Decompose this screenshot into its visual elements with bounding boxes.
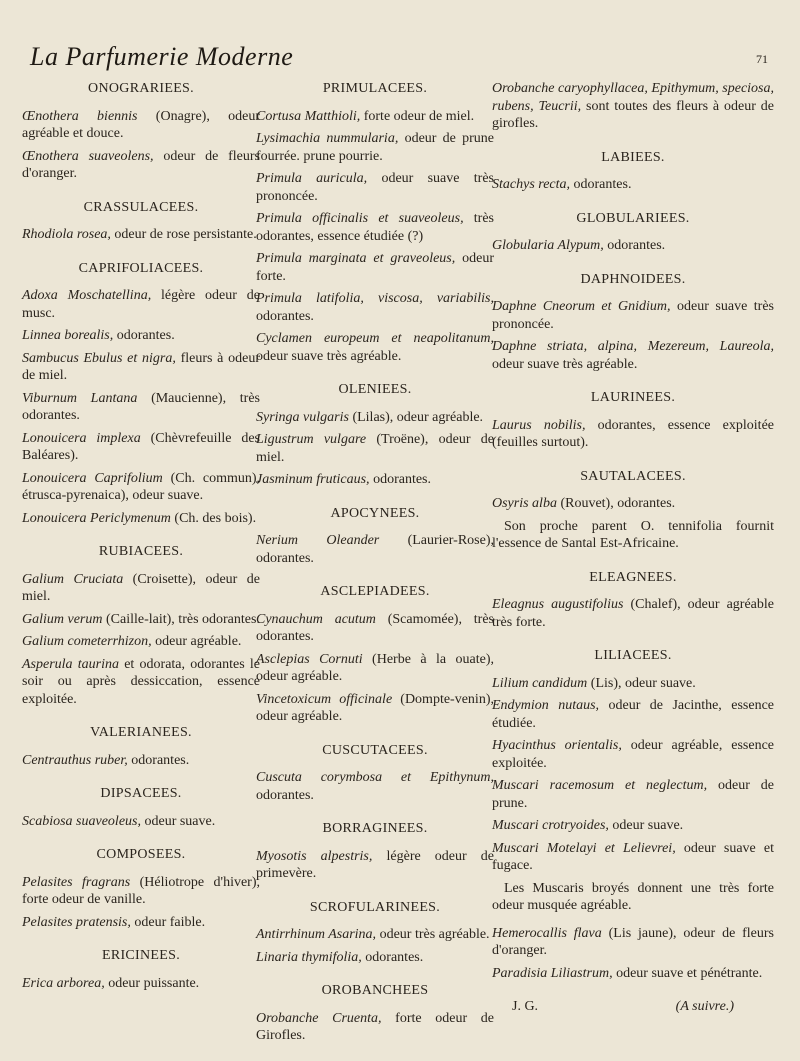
species-name: Syringa vulgaris <box>256 409 349 425</box>
family-heading: SAUTALACEES. <box>580 468 686 484</box>
species-description: odeur puissante. <box>104 975 200 991</box>
family-heading: OROBANCHEES <box>321 983 429 998</box>
family-heading: APOCYNEES. <box>330 505 420 521</box>
species-description: odeur suave très agréable. <box>492 356 638 372</box>
species-name: Cyclamen europeum et neapolitanum, <box>256 331 494 346</box>
species-name: Œnothera suaveolens, <box>22 148 154 164</box>
species-name: Orobanche Cruenta, <box>256 1010 382 1026</box>
family-heading: RUBIACEES. <box>98 544 184 559</box>
plant-entry <box>256 250 494 285</box>
species-description: légère odeur de musc. <box>22 288 260 321</box>
note-paragraph: Les Muscaris broyés donnent une très forte odeur musquée agréable. <box>492 880 774 913</box>
species-description: (Ch. des bois). <box>170 510 257 526</box>
family-section <box>256 899 494 967</box>
family-section <box>492 210 774 255</box>
species-name: Muscari racemosum et neglectum, <box>492 778 708 793</box>
family-heading: GLOBULARIEES. <box>576 210 690 226</box>
species-description: odeur agréable. <box>151 634 242 649</box>
plant-entry <box>492 298 774 333</box>
species-description: (Caille-lait), très odorantes. <box>102 611 260 627</box>
family-heading: DAPHNOIDEES. <box>580 271 686 287</box>
species-name: Primula auricula, <box>256 171 368 186</box>
family-heading: VALERIANEES. <box>90 725 192 740</box>
plant-entry <box>22 633 260 651</box>
species-description: odorantes. <box>570 177 632 192</box>
note-paragraph: Son proche parent O. tennifolia fournit l'essence de Santal Est-Africaine. <box>492 518 774 551</box>
species-name: Lilium candidum <box>492 675 588 691</box>
plant-entry <box>256 532 494 567</box>
plant-entry <box>22 327 260 345</box>
plant-entry <box>256 848 494 883</box>
family-heading: CAPRIFOLIACEES. <box>78 260 204 276</box>
species-description: (Lis), odeur suave. <box>587 675 696 691</box>
species-name: Linaria thymifolia, <box>256 949 362 965</box>
plant-entry <box>492 495 774 513</box>
to-be-continued: (A suivre.) <box>675 999 734 1014</box>
plant-entry <box>22 571 260 606</box>
family-heading: COMPOSEES. <box>96 847 186 862</box>
species-name: Viburnum Lantana <box>22 390 138 406</box>
species-description: forte odeur de Girofles. <box>256 1010 494 1043</box>
family-heading: ONOGRARIEES. <box>88 81 194 96</box>
family-section <box>256 982 494 1045</box>
plant-entry <box>22 813 260 831</box>
family-heading: SCROFULARINEES. <box>309 899 441 915</box>
plant-entry <box>492 237 774 255</box>
plant-entry <box>256 611 494 646</box>
family-heading: CRASSULACEES. <box>83 199 199 215</box>
species-name: Daphne striata, alpina, Mezereum, Laureola, <box>492 339 774 354</box>
species-description: (Rouvet), odorantes. <box>556 496 676 511</box>
species-description: odeur forte. <box>256 251 494 284</box>
plant-entry <box>22 108 260 143</box>
plant-entry <box>256 949 494 967</box>
species-description: (Herbe à la ouate), odeur agréable. <box>256 651 494 684</box>
family-section <box>22 199 260 244</box>
plant-entry <box>492 697 774 732</box>
plant-entry <box>256 926 494 944</box>
species-description: (Chalef), odeur agréable très forte. <box>492 597 774 630</box>
species-description: odeur suave très prononcée. <box>256 171 494 204</box>
plant-entry <box>22 611 260 629</box>
species-description: odorantes. <box>256 787 314 803</box>
plant-entry <box>22 226 260 244</box>
plant-entry <box>256 471 494 489</box>
species-description: odeur suave et fugace. <box>492 840 774 873</box>
species-description: (Ch. commun), étrusca-pyrenaica), odeur suave. <box>22 470 261 503</box>
family-section <box>22 846 260 931</box>
plant-entry <box>22 390 260 425</box>
family-section <box>256 742 494 805</box>
family-heading: CUSCUTACEES. <box>322 742 428 758</box>
species-name: Primula marginata et graveoleus, <box>256 251 456 266</box>
plant-entry <box>22 752 260 770</box>
family-section <box>492 389 774 452</box>
plant-entry <box>22 874 260 909</box>
family-heading: BORRAGINEES. <box>322 821 428 836</box>
species-description: odeur de Jacinthe, essence étudiée. <box>492 698 774 731</box>
species-description: odeur de prune. <box>492 778 775 811</box>
page-number: 71 <box>756 52 768 66</box>
species-name: Lonouicera Periclymenum <box>22 510 171 526</box>
plant-entry <box>492 737 774 772</box>
species-description: forte odeur de miel. <box>360 108 475 124</box>
species-description: odorantes. <box>361 949 424 965</box>
species-name: Orobanche caryophyllacea, Epithymum, speciosa, rubens, Teucrii, <box>492 81 774 114</box>
plant-entry <box>22 287 260 322</box>
plant-entry <box>256 409 494 427</box>
species-name: Cynauchum acutum <box>256 611 376 627</box>
column-1 <box>22 80 260 1008</box>
plant-entry <box>256 691 494 726</box>
plant-entry <box>256 108 494 126</box>
species-description: odeur agréable, essence exploitée. <box>492 738 774 771</box>
species-description: (Lilas), odeur agréable. <box>348 409 484 425</box>
species-name: Myosotis alpestris, <box>256 848 373 864</box>
family-section <box>256 583 494 726</box>
species-description: (Croisette), odeur de miel. <box>22 571 260 604</box>
species-name: Muscari crotryoides, <box>492 818 609 833</box>
species-name: Lonouicera implexa <box>22 430 141 446</box>
species-description: très odorantes, essence étudiée (?) <box>256 211 495 244</box>
species-name: Daphne Cneorum et Gnidium, <box>492 299 671 314</box>
family-section <box>22 80 260 183</box>
species-description: (Héliotrope d'hiver), forte odeur de vanille. <box>22 874 261 907</box>
family-section <box>492 468 774 553</box>
species-description: odeur de fleurs d'oranger. <box>22 148 260 181</box>
family-section <box>492 647 774 982</box>
species-name: Galium cometerrhizon, <box>22 634 152 649</box>
plant-entry <box>256 170 494 205</box>
species-description: (Onagre), odeur agréable et douce. <box>22 108 260 141</box>
species-name: Pelasites fragrans <box>22 874 131 890</box>
family-section <box>492 271 774 374</box>
plant-entry <box>492 965 774 983</box>
species-name: Linnea borealis, <box>22 328 114 343</box>
plant-entry <box>22 656 260 709</box>
column-2 <box>256 80 494 1061</box>
species-name: Œnothera biennis <box>22 108 138 124</box>
species-name: Rhodiola rosea, <box>22 227 111 242</box>
species-description: odeur très agréable. <box>376 927 490 942</box>
plant-entry <box>256 1010 494 1045</box>
family-section <box>22 947 260 992</box>
plant-entry <box>492 596 774 631</box>
family-heading: LABIEES. <box>601 149 665 165</box>
species-name: Adoxa Moschatellina, <box>22 288 152 303</box>
plant-entry <box>492 777 774 812</box>
species-name: Stachys recta, <box>492 177 571 192</box>
plant-entry <box>22 510 260 528</box>
plant-entry <box>492 176 774 194</box>
species-description: odeur de prune fourrée. prune pourrie. <box>256 131 494 164</box>
species-description: odorantes. <box>127 752 190 768</box>
column-3 <box>492 80 774 1016</box>
species-name: Primula latifolia, viscosa, variabilis, <box>256 291 494 306</box>
species-name: Endymion nutaus, <box>492 698 600 713</box>
species-description: fleurs à odeur de miel. <box>22 350 261 383</box>
species-name: Eleagnus augustifolius <box>492 597 624 612</box>
family-heading: OLENIEES. <box>338 382 412 397</box>
family-heading: PRIMULACEES. <box>322 81 428 96</box>
species-name: Laurus nobilis, <box>492 417 586 433</box>
family-heading: ELEAGNEES. <box>589 569 677 585</box>
family-heading: LAURINEES. <box>590 390 676 405</box>
species-name: Paradisia Liliastrum, <box>492 965 613 981</box>
plant-entry <box>256 330 494 365</box>
species-description: et odorata, odorantes le soir ou après dessiccation, essence exploitée. <box>22 656 260 707</box>
species-name: Asperula taurina <box>22 656 119 672</box>
species-name: Lysimachia nummularia, <box>256 131 399 146</box>
plant-entry <box>492 675 774 693</box>
species-name: Cortusa Matthioli, <box>256 108 361 124</box>
species-name: Scabiosa suaveoleus, <box>22 813 141 829</box>
species-name: Lonouicera Caprifolium <box>22 470 163 486</box>
family-section <box>256 381 494 489</box>
plant-entry <box>256 210 494 245</box>
species-description: sont toutes des fleurs à odeur de girofles. <box>492 98 774 131</box>
species-description: odorantes. <box>256 308 314 324</box>
species-description: (Troëne), odeur de miel. <box>256 432 494 465</box>
species-description: (Lis jaune), odeur de fleurs d'oranger. <box>492 925 775 958</box>
species-description: légère odeur de primevère. <box>256 848 494 881</box>
species-name: Pelasites pratensis, <box>22 914 131 930</box>
family-section <box>492 569 774 632</box>
signature-line <box>492 998 774 1016</box>
family-heading: DIPSACEES. <box>100 786 182 801</box>
family-heading: ASCLEPIADEES. <box>320 584 430 599</box>
plant-entry <box>256 651 494 686</box>
species-name: Asclepias Cornuti <box>256 651 363 667</box>
family-section <box>492 80 774 133</box>
species-description: (Dompte-venin), odeur agréable. <box>256 691 494 724</box>
species-description: (Scamomée), très odorantes. <box>256 611 494 644</box>
plant-entry <box>22 430 260 465</box>
species-name: Muscari Motelayi et Lelievrei, <box>492 840 676 856</box>
species-description: odeur suave très agréable. <box>256 348 402 364</box>
plant-entry <box>256 769 494 804</box>
plant-entry <box>492 417 774 452</box>
species-name: Hemerocallis flava <box>492 925 602 941</box>
species-description: odorantes. <box>113 328 175 343</box>
plant-entry <box>22 148 260 183</box>
species-description: odorantes. <box>369 472 431 487</box>
species-name: Osyris alba <box>492 496 557 511</box>
family-heading: ERICINEES. <box>101 948 181 963</box>
species-name: Jasminum fruticaus, <box>256 472 370 487</box>
species-description: odeur de rose persistante. <box>110 227 257 242</box>
species-name: Globularia Alypum, <box>492 238 604 253</box>
author-initials: J. G. <box>512 999 539 1014</box>
species-name: Galium verum <box>22 611 103 627</box>
plant-entry <box>492 840 774 875</box>
species-name: Ligustrum vulgare <box>256 432 367 447</box>
species-name: Cuscuta corymbosa et Epithynum, <box>256 770 494 785</box>
species-name: Hyacinthus orientalis, <box>492 738 622 753</box>
species-name: Centrauthus ruber, <box>22 752 128 768</box>
family-section <box>22 785 260 830</box>
plant-entry <box>22 975 260 993</box>
plant-entry <box>492 925 774 960</box>
species-description: odeur suave et pénétrante. <box>612 965 763 981</box>
plant-entry <box>492 80 774 133</box>
species-name: Sambucus Ebulus et nigra, <box>22 350 176 366</box>
family-section <box>256 80 494 365</box>
species-name: Antirrhinum Asarina, <box>256 927 377 942</box>
plant-entry <box>492 338 774 373</box>
family-section <box>22 260 260 528</box>
species-description: (Maucienne), très odorantes. <box>22 390 261 423</box>
species-description: odorantes, essence exploitée (feuilles surtout). <box>492 417 774 450</box>
family-heading: LILIACEES. <box>594 648 672 663</box>
family-section <box>492 149 774 194</box>
family-section <box>256 505 494 568</box>
species-description: odeur suave très prononcée. <box>492 299 774 332</box>
species-name: Nerium Oleander <box>256 533 380 548</box>
plant-entry <box>256 130 494 165</box>
plant-entry <box>22 350 260 385</box>
species-description: odeur faible. <box>130 914 206 930</box>
family-section <box>22 724 260 769</box>
journal-title: La Parfumerie Moderne <box>30 42 294 71</box>
species-name: Primula officinalis et suaveoleus, <box>256 211 464 226</box>
plant-entry <box>22 914 260 932</box>
species-name: Galium Cruciata <box>22 571 124 587</box>
family-section <box>256 820 494 883</box>
plant-entry <box>22 470 260 505</box>
species-name: Vincetoxicum officinale <box>256 691 393 707</box>
species-description: odeur suave. <box>140 813 216 829</box>
family-section <box>22 543 260 708</box>
species-description: odeur suave. <box>608 818 684 833</box>
species-description: (Laurier-Rose), odorantes. <box>256 533 494 566</box>
species-description: (Chèvrefeuille des Baléares). <box>22 430 261 463</box>
species-name: Erica arborea, <box>22 975 105 991</box>
plant-entry <box>256 431 494 466</box>
species-description: odorantes. <box>603 238 666 253</box>
plant-entry <box>492 817 774 835</box>
plant-entry <box>256 290 494 325</box>
